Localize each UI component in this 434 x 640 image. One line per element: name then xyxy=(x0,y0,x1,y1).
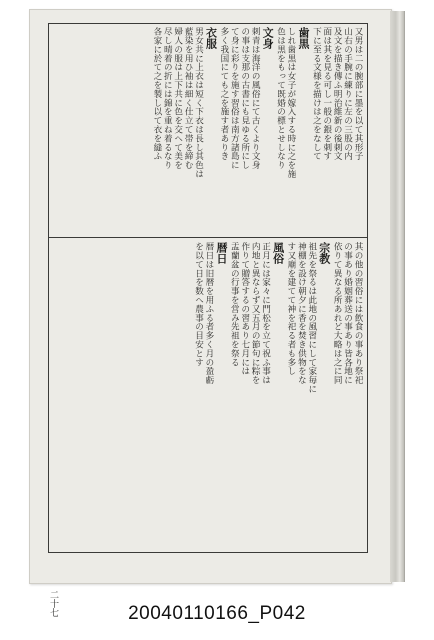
text-column: の事は支那の古書にも見ゆる所にし xyxy=(239,27,250,170)
section-heading: 暦日 xyxy=(214,242,228,264)
text-column: 又男は二の腕部に墨を以て其形子 xyxy=(353,27,363,161)
text-column: 各家に於て之を製し以て衣を縫ふ xyxy=(151,27,162,161)
text-column: しれ歯黒は女子が嫁入する時に之を施 xyxy=(285,27,296,179)
text-column: 下に至る文様を描けは之をなして xyxy=(311,27,322,161)
text-column: 作りて贈答するの習あり七月には xyxy=(239,242,250,376)
bottom-text-section xyxy=(51,242,363,550)
section-heading: 衣服 xyxy=(204,27,218,49)
top-text-section xyxy=(51,27,363,233)
text-column: 山右の手腕に練りに左の三股の内 xyxy=(342,27,353,161)
section-heading: 風俗 xyxy=(271,242,285,264)
text-column: を以て日を数へ農事の目安とす xyxy=(193,242,204,367)
text-column: の事あり婚姻葬送の事あり皆各地に xyxy=(342,242,353,385)
text-column: 藍染を用ひ袖は細く仕立て帯を締む xyxy=(183,27,194,170)
text-column: て身に彩りを施す習俗は南方諸島に xyxy=(229,27,240,170)
text-column: 色は黒をもって既婚の標とせしなり xyxy=(275,27,286,170)
text-frame xyxy=(48,23,368,553)
text-column: 婦人の服は上下共に色を交へて美を xyxy=(172,27,183,170)
text-column: 多く我国にても之を施す者ありき xyxy=(218,27,229,161)
text-column: す又廟を建てて神を祀る者も多し xyxy=(285,242,296,376)
page-stack-edge xyxy=(390,11,405,582)
section-divider xyxy=(49,237,367,238)
text-column: 祖先を祭るは此地の風習にして家毎に xyxy=(306,242,317,394)
text-column: 刺青は海洋の風俗にて古くより文身 xyxy=(250,27,261,170)
text-column: 面は其を見る可し一般の銀を刺す xyxy=(321,27,332,161)
text-column: 其の他の習俗には飲食の事あり祭祀 xyxy=(353,242,363,385)
image-caption: 20040110166_P042 xyxy=(128,603,306,624)
text-column: 男女共に上衣は短く下衣は長し其色は xyxy=(193,27,204,179)
text-column: 内地と異ならず又五月の節句に粽を xyxy=(250,242,261,385)
book-page xyxy=(29,9,392,584)
text-column: 盂蘭盆の行事を営み先祖を祭る xyxy=(229,242,240,367)
text-column: 依りて異なる所あれど大略は之に同 xyxy=(332,242,343,385)
text-column: 暦日は旧暦を用ふる者多く月の盈虧 xyxy=(203,242,214,385)
page-number: 二十七 xyxy=(48,590,58,617)
section-heading: 歯黒 xyxy=(296,27,310,49)
text-column: 尽し晴着の折には錦を重ね着るなり xyxy=(162,27,173,170)
section-heading: 宗教 xyxy=(317,242,331,264)
text-column: 及文を描き傳ふ明治維新の後刺文 xyxy=(332,27,343,161)
text-column: 神棚を設け朝夕に香を焚き供物をな xyxy=(296,242,307,385)
text-column: 正月には家々に門松を立て祝ふ事は xyxy=(260,242,271,385)
section-heading: 文身 xyxy=(261,27,275,49)
